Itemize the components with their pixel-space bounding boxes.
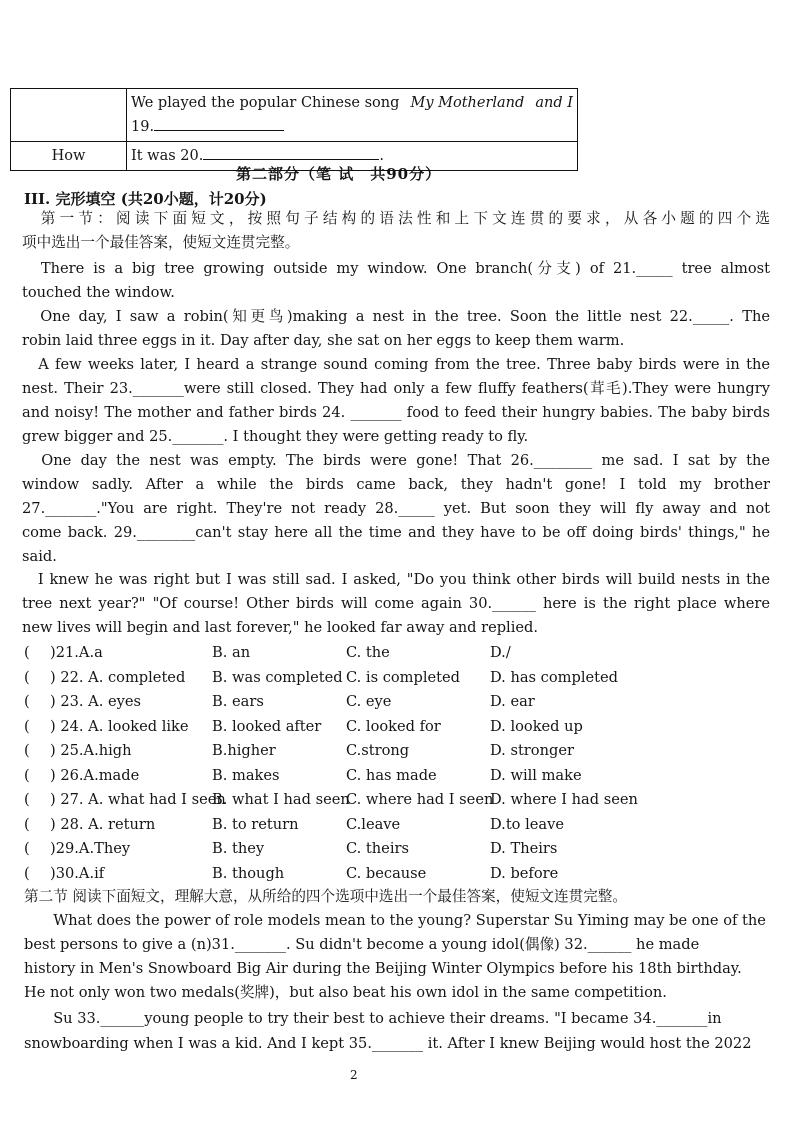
option-row (24, 814, 744, 836)
passage-line: touched the window. (22, 284, 175, 301)
passage-line: history in Men's Snowboard Big Air during the Beijing Winter Olympics before his 18th birthday. (24, 960, 742, 977)
passage-line: A few weeks later, I heard a strange sound coming from the tree. Three baby birds were in the (22, 356, 770, 373)
period: . (379, 148, 384, 164)
option-d[interactable]: D. before (490, 864, 559, 882)
answer-bracket[interactable]: ( (24, 644, 30, 661)
option-b[interactable]: B. what I had seen (212, 791, 350, 808)
option-b[interactable]: B. they (212, 840, 265, 857)
passage-line: One day the nest was empty. The birds were gone! That 26.________ me sad. I sat by the (22, 452, 770, 469)
passage-line: What does the power of role models mean to the young? Superstar Su Yiming may be one of the (24, 912, 766, 929)
option-row (24, 691, 744, 713)
passage-line: He not only won two medals(奖牌)，but also beat his own idol in the same competition. (24, 984, 667, 1001)
passage-line: tree next year?" "Of course! Other birds will come again 30.______ here is the right place where (22, 595, 770, 612)
passage-line: nest. Their 23._______were still closed. They had only a few fluffy feathers(茸毛).They were hungry (22, 380, 770, 397)
blank-20-label: It was 20. (131, 148, 204, 164)
option-a[interactable]: ) 27. A. what had I seen (50, 791, 226, 808)
answer-bracket[interactable]: ( (24, 717, 30, 735)
option-d[interactable]: D. will make (490, 766, 582, 784)
option-b[interactable]: B. an (212, 644, 251, 661)
option-d[interactable]: D. Theirs (490, 840, 558, 857)
answer-bracket[interactable]: ( (24, 815, 30, 833)
option-d[interactable]: D. looked up (490, 717, 583, 735)
option-d[interactable]: D. where I had seen (490, 791, 638, 808)
option-b[interactable]: B. ears (212, 693, 264, 710)
option-row (24, 667, 744, 689)
section-three-heading: III. 完形填空 (共20小题，计20分) (24, 190, 267, 208)
table-row (11, 89, 578, 142)
passage-line: 项中选出一个最佳答案，使短文连贯完整。 (22, 234, 300, 251)
song-title: My Motherland (410, 95, 525, 111)
passage-line: There is a big tree growing outside my window. One branch(分支) of 21._____ tree almost (22, 260, 770, 277)
option-d[interactable]: D. has completed (490, 668, 618, 686)
option-row (24, 838, 744, 860)
option-b[interactable]: B. to return (212, 815, 299, 833)
option-c[interactable]: C.leave (346, 815, 401, 833)
option-a[interactable]: )29.A.They (50, 840, 131, 857)
passage-line: snowboarding when I was a kid. And I kept 35._______ it. After I knew Beijing would host the 2022 (24, 1035, 752, 1052)
passage-line: Su 33.______young people to try their best to achieve their dreams. "I became 34._______in (24, 1010, 722, 1027)
option-a[interactable]: ) 23. A. eyes (50, 693, 142, 710)
option-row (24, 642, 744, 664)
passage-line: robin laid three eggs in it. Day after day, she sat on her eggs to keep them warm. (22, 332, 625, 349)
page-number: 2 (350, 1068, 358, 1082)
option-a[interactable]: ) 22. A. completed (50, 668, 186, 686)
passage-line: window sadly. After a while the birds came back, they hadn't gone! I told my brother (22, 476, 770, 493)
table-cell-empty (11, 89, 127, 142)
option-a[interactable]: ) 25.A.high (50, 742, 132, 759)
option-c[interactable]: C. the (346, 644, 390, 661)
option-row (24, 716, 744, 738)
option-row (24, 789, 744, 811)
option-c[interactable]: C. where had I seen (346, 791, 494, 808)
option-row (24, 863, 744, 885)
option-b[interactable]: B. looked after (212, 717, 322, 735)
option-c[interactable]: C. has made (346, 766, 437, 784)
passage-line: 第一节：阅读下面短文，按照句子结构的语法性和上下文连贯的要求，从各小题的四个选 (22, 210, 770, 227)
blank-19-label: 19. (131, 119, 155, 135)
answer-table (10, 88, 578, 171)
option-c[interactable]: C. theirs (346, 840, 409, 857)
table-cell-how: How (11, 142, 127, 171)
song-sentence: We played the popular Chinese song (131, 95, 400, 111)
option-c[interactable]: C. because (346, 864, 427, 882)
option-row (24, 765, 744, 787)
option-d[interactable]: D. ear (490, 693, 535, 710)
option-a[interactable]: )21.A.a (50, 644, 103, 661)
passage-line: said. (22, 548, 57, 565)
option-a[interactable]: ) 28. A. return (50, 815, 156, 833)
part-two-heading: 第二部分（笔 试 共90分） (236, 165, 442, 183)
option-c[interactable]: C. looked for (346, 717, 441, 735)
answer-bracket[interactable]: ( (24, 766, 30, 784)
passage-line: come back. 29.________can't stay here all the time and they have to be off doing birds' things," he (22, 524, 770, 541)
option-row (24, 740, 744, 762)
option-a[interactable]: ) 24. A. looked like (50, 717, 189, 735)
passage-line: One day, I saw a robin(知更鸟)making a nest in the tree. Soon the little nest 22._____. The (22, 308, 770, 325)
option-d[interactable]: D.to leave (490, 815, 564, 833)
passage-line: best persons to give a (n)31._______. Su didn't become a young idol(偶像) 32.______ he made (24, 936, 700, 953)
option-c[interactable]: C.strong (346, 742, 410, 759)
passage-line: 27._______."You are right. They're not ready 28._____ yet. But soon they will fly away and not (22, 500, 770, 517)
answer-bracket[interactable]: ( (24, 840, 30, 857)
answer-bracket[interactable]: ( (24, 668, 30, 686)
option-b[interactable]: B. though (212, 864, 285, 882)
passage-line: and noisy! The mother and father birds 24. _______ food to feed their hungry babies. The baby birds (22, 404, 770, 421)
answer-bracket[interactable]: ( (24, 742, 30, 759)
option-d[interactable]: D./ (490, 644, 511, 661)
answer-bracket[interactable]: ( (24, 864, 30, 882)
answer-bracket[interactable]: ( (24, 791, 30, 808)
blank-19[interactable] (154, 116, 284, 131)
option-b[interactable]: B.higher (212, 742, 276, 759)
option-a[interactable]: )30.A.if (50, 864, 105, 882)
option-d[interactable]: D. stronger (490, 742, 574, 759)
option-a[interactable]: ) 26.A.made (50, 766, 140, 784)
passage-line: new lives will begin and last forever," he looked far away and replied. (22, 619, 539, 636)
blank-20[interactable] (203, 145, 379, 160)
song-tail: and I (535, 95, 573, 111)
passage-line: grew bigger and 25._______. I thought they were getting ready to fly. (22, 428, 529, 445)
section-two-instruction: 第二节 阅读下面短文，理解大意，从所给的四个选项中选出一个最佳答案，使短文连贯完整。 (24, 888, 627, 905)
option-c[interactable]: C. is completed (346, 668, 461, 686)
table-cell-song (127, 89, 578, 142)
option-c[interactable]: C. eye (346, 693, 392, 710)
option-b[interactable]: B. makes (212, 766, 280, 784)
option-b[interactable]: B. was completed (212, 668, 343, 686)
passage-line: I knew he was right but I was still sad. I asked, "Do you think other birds will build nests in the (22, 571, 770, 588)
answer-bracket[interactable]: ( (24, 693, 30, 710)
